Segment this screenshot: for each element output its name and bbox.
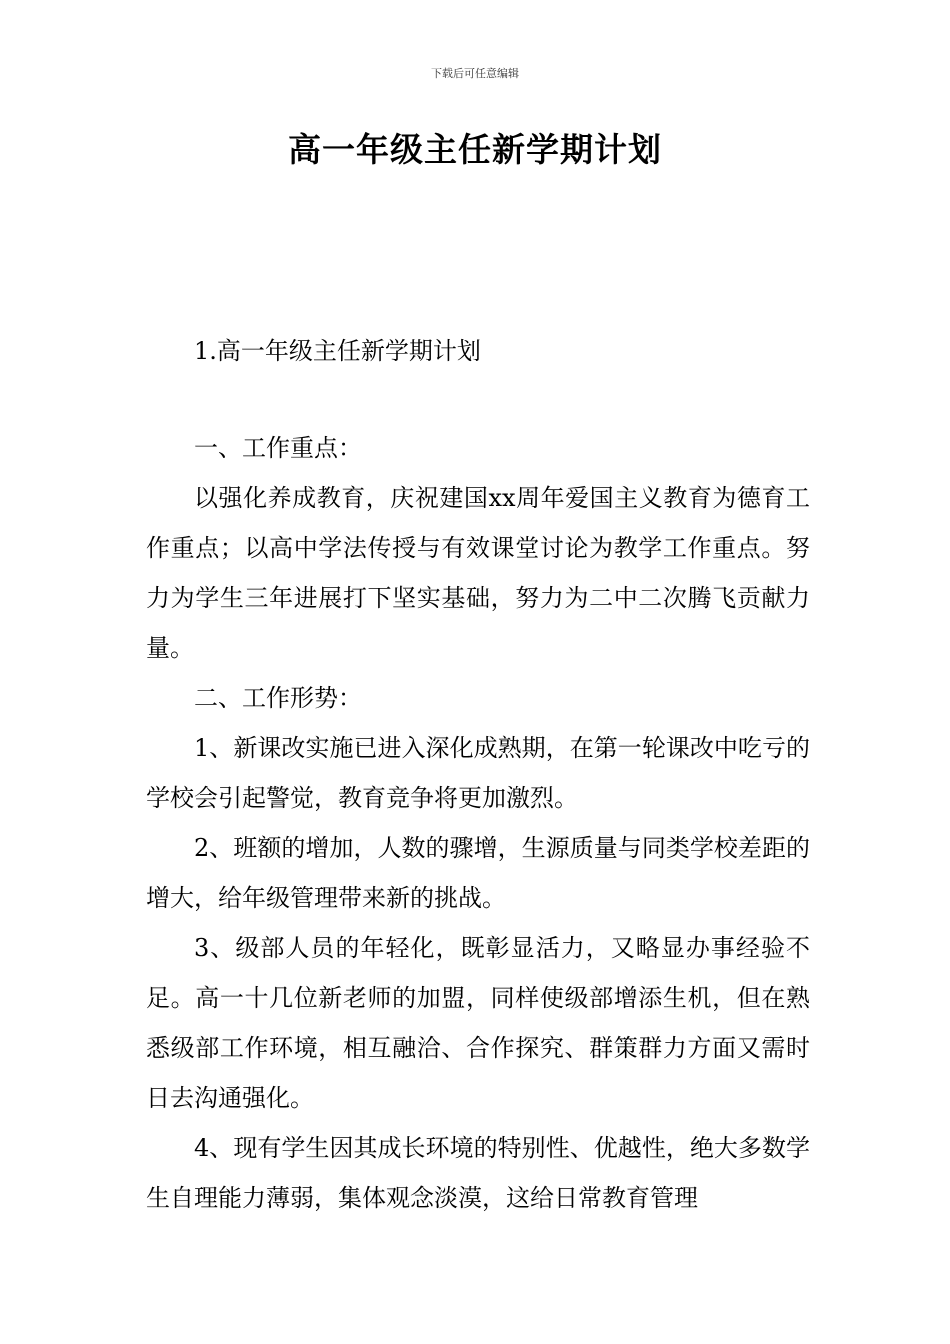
paragraph-work-focus: 以强化养成教育，庆祝建国xx周年爱国主义教育为德育工作重点；以高中学法传授与有效课堂讨论为教学工作重点。努力为学生三年进展打下坚实基础，努力为二中二次腾飞贡献力量。 [146,484,810,662]
page-title: 高一年级主任新学期计划 [288,130,662,169]
paragraph-item-2: 2、班额的增加，人数的骤增，生源质量与同类学校差距的增大，给年级管理带来新的挑战。 [146,834,810,912]
heading-work-situation: 二、工作形势： [194,684,362,712]
heading-work-focus: 一、工作重点： [194,434,362,462]
document-body [146,423,810,1223]
subtitle-text: 1.高一年级主任新学期计划 [194,337,481,365]
section-subtitle [146,326,810,376]
paragraph-item-1: 1、新课改实施已进入深化成熟期，在第一轮课改中吃亏的学校会引起警觉，教育竞争将更加激烈。 [146,734,810,812]
paragraph-item-3: 3、级部人员的年轻化，既彰显活力，又略显办事经验不足。高一十几位新老师的加盟，同样使级部增添生机，但在熟悉级部工作环境，相互融洽、合作探究、群策群力方面又需时日去沟通强化。 [146,934,810,1112]
header-note: 下载后可任意编辑 [431,67,519,80]
paragraph-item-4: 4、现有学生因其成长环境的特别性、优越性，绝大多数学生自理能力薄弱，集体观念淡漠，这给日常教育管理 [146,1134,810,1212]
